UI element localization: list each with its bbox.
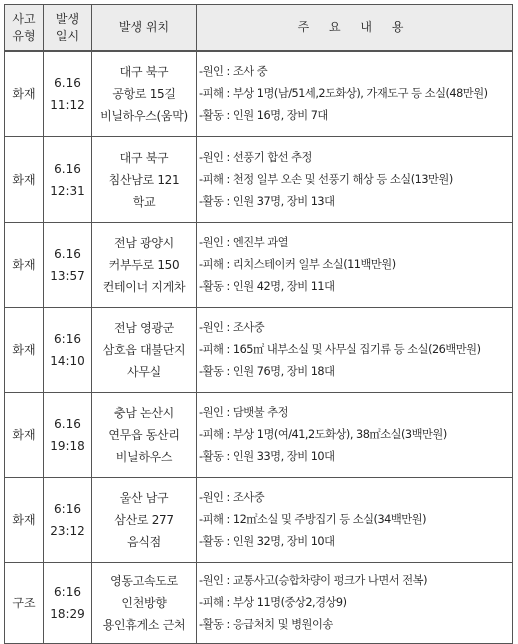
table-row (5, 137, 513, 223)
incident-type-cell: 화재 (5, 223, 44, 308)
incident-clock: 11:12 (50, 98, 85, 112)
header-main-content: 주 요 내 용 (197, 5, 513, 52)
incident-location-cell (92, 137, 197, 223)
detail-cause: -원인 : 조사중 (199, 491, 265, 504)
incident-location-cell (92, 223, 197, 308)
incident-location-cell (92, 51, 197, 137)
location-line: 용인휴게소 근처 (102, 618, 186, 632)
detail-response: -활동 : 인원 76명, 장비 18대 (199, 365, 335, 378)
location-line: 대구 북구 (119, 150, 169, 165)
incident-type-cell: 화재 (5, 393, 44, 478)
table-row (5, 51, 513, 137)
incident-location-cell (92, 308, 197, 393)
detail-response: -활동 : 인원 37명, 장비 13대 (199, 194, 335, 208)
header-time-line1: 발생 (55, 11, 80, 26)
incident-date: 6:16 (54, 502, 81, 516)
detail-cause: -원인 : 교통사고(승합차량이 펑크가 나면서 전복) (199, 574, 427, 587)
incident-time-cell (44, 223, 92, 308)
incident-time-cell (44, 393, 92, 478)
incident-date: 6:16 (54, 332, 81, 346)
table-row (5, 223, 513, 308)
detail-response: -활동 : 인원 32명, 장비 10대 (199, 535, 335, 548)
location-line: 사무실 (127, 365, 161, 379)
incident-details-cell (197, 308, 513, 393)
table-header-row (5, 5, 513, 52)
incident-details-cell (197, 51, 513, 137)
detail-cause: -원인 : 조사 중 (199, 65, 268, 78)
incident-date: 6.16 (54, 161, 81, 176)
incident-type-cell: 화재 (5, 308, 44, 393)
header-time-line2: 일시 (55, 28, 80, 43)
detail-cause: -원인 : 담뱃불 추정 (199, 406, 289, 419)
incident-time-cell (44, 137, 92, 223)
incident-type-cell: 화재 (5, 137, 44, 223)
incident-date: 6.16 (54, 417, 81, 431)
detail-damage: -피해 : 천정 일부 오손 및 선풍기 해상 등 소실(13만원) (199, 172, 453, 186)
incident-clock: 18:29 (50, 607, 85, 621)
detail-response: -활동 : 인원 42명, 장비 11대 (199, 280, 335, 293)
table-row (5, 478, 513, 563)
location-line: 커부두로 150 (108, 258, 180, 272)
incident-clock: 19:18 (50, 439, 85, 453)
incident-type-cell: 구조 (5, 563, 44, 644)
incident-type-cell: 화재 (5, 51, 44, 137)
incident-time-cell (44, 308, 92, 393)
location-line: 대구 북구 (119, 65, 169, 79)
location-line: 학교 (132, 194, 156, 209)
detail-damage: -피해 : 부상 1명(남/51세,2도화상), 가재도구 등 소실(48만원) (199, 87, 488, 100)
location-line: 비닐하우스 (115, 450, 173, 464)
header-type-line1: 사고 (12, 11, 36, 26)
table-row (5, 308, 513, 393)
location-line: 삼호읍 대불단지 (102, 343, 186, 357)
location-line: 비닐하우스(움막) (100, 109, 188, 123)
location-line: 전남 영광군 (114, 321, 174, 335)
incident-type-cell: 화재 (5, 478, 44, 563)
location-line: 컨테이너 지게차 (102, 280, 186, 294)
detail-response: -활동 : 인원 33명, 장비 10대 (199, 450, 335, 463)
incident-date: 6.16 (54, 76, 81, 90)
header-location: 발생 위치 (92, 5, 197, 52)
location-line: 연무읍 동산리 (108, 428, 180, 442)
incident-time-cell (44, 51, 92, 137)
detail-response: -활동 : 인원 16명, 장비 7대 (199, 109, 328, 122)
incident-table (4, 4, 513, 644)
detail-cause: -원인 : 조사중 (199, 321, 265, 334)
incident-location-cell (92, 393, 197, 478)
location-line: 침산남로 121 (108, 172, 180, 187)
detail-damage: -피해 : 부상 1명(여/41,2도화상), 38㎡소실(3백만원) (199, 428, 447, 441)
incident-clock: 14:10 (50, 354, 85, 368)
detail-damage: -피해 : 리치스테이커 일부 소실(11백만원) (199, 258, 396, 271)
detail-cause: -원인 : 엔진부 과열 (199, 236, 289, 249)
header-type-line2: 유형 (12, 28, 36, 43)
location-line: 인천방향 (121, 596, 167, 610)
header-occurrence-time (44, 5, 92, 52)
detail-cause: -원인 : 선풍기 합선 추정 (199, 150, 312, 164)
incident-details-cell (197, 563, 513, 644)
location-line: 음식점 (127, 535, 161, 549)
location-line: 충남 논산시 (114, 406, 174, 420)
incident-clock: 23:12 (50, 524, 85, 538)
table-row (5, 563, 513, 644)
incident-location-cell (92, 478, 197, 563)
location-line: 전남 광양시 (114, 236, 174, 250)
incident-details-cell (197, 223, 513, 308)
location-line: 영동고속도로 (110, 574, 178, 588)
location-line: 삼산로 277 (114, 513, 174, 527)
incident-date: 6:16 (54, 585, 81, 599)
incident-location-cell (92, 563, 197, 644)
detail-response: -활동 : 응급처치 및 병원이송 (199, 618, 333, 631)
location-line: 공항로 15길 (112, 87, 176, 101)
incident-details-cell (197, 393, 513, 478)
location-line: 울산 남구 (119, 491, 169, 505)
detail-damage: -피해 : 165㎡ 내부소실 및 사무실 집기류 등 소실(26백만원) (199, 343, 481, 356)
incident-clock: 12:31 (50, 183, 85, 198)
incident-details-cell (197, 478, 513, 563)
header-incident-type (5, 5, 44, 52)
incident-time-cell (44, 478, 92, 563)
incident-time-cell (44, 563, 92, 644)
table-row (5, 393, 513, 478)
detail-damage: -피해 : 부상 11명(중상2,경상9) (199, 596, 347, 609)
incident-clock: 13:57 (50, 269, 85, 283)
incident-date: 6.16 (54, 247, 81, 261)
detail-damage: -피해 : 12㎡소실 및 주방집기 등 소실(34백만원) (199, 513, 426, 526)
incident-details-cell (197, 137, 513, 223)
